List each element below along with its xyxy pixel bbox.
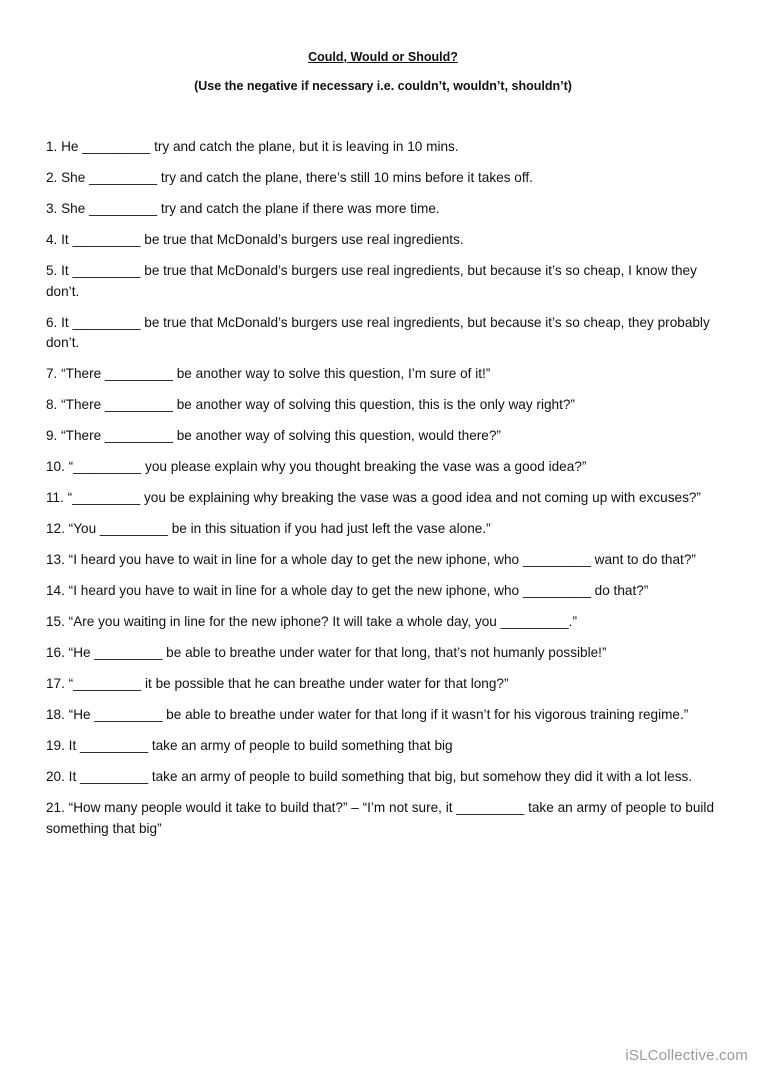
question-list	[46, 137, 718, 850]
worksheet-title: Could, Would or Should?	[308, 50, 458, 64]
question-19: 19. It _________ take an army of people to build something that big	[46, 738, 453, 753]
question-11: 11. “_________ you be explaining why breaking the vase was a good idea and not coming up with excuses?”	[46, 490, 701, 505]
question-4: 4. It _________ be true that McDonald’s burgers use real ingredients.	[46, 232, 464, 247]
question-18: 18. “He _________ be able to breathe under water for that long if it wasn’t for his vigorous training regime.”	[46, 707, 689, 722]
question-16: 16. “He _________ be able to breathe under water for that long, that’s not humanly possible!”	[46, 645, 607, 660]
question-21: 21. “How many people would it take to build that?” – “I’m not sure, it _________ take an army of people to build something that big”	[46, 800, 714, 836]
question-5: 5. It _________ be true that McDonald’s burgers use real ingredients, but because it’s so cheap, I know they don’t.	[46, 263, 697, 299]
question-7: 7. “There _________ be another way to solve this question, I’m sure of it!”	[46, 366, 491, 381]
question-6: 6. It _________ be true that McDonald’s burgers use real ingredients, but because it’s so cheap, they probably don’t.	[46, 314, 710, 350]
question-10: 10. “_________ you please explain why you thought breaking the vase was a good idea?”	[46, 459, 587, 474]
question-3: 3. She _________ try and catch the plane if there was more time.	[46, 201, 440, 216]
question-17: 17. “_________ it be possible that he can breathe under water for that long?”	[46, 676, 509, 691]
question-13: 13. “I heard you have to wait in line for a whole day to get the new iphone, who _________ want to do that?”	[46, 552, 696, 567]
question-2: 2. She _________ try and catch the plane, there’s still 10 mins before it takes off.	[46, 170, 533, 185]
question-20: 20. It _________ take an army of people to build something that big, but somehow they did it with a lot less.	[46, 769, 693, 784]
question-14: 14. “I heard you have to wait in line for a whole day to get the new iphone, who _________ do that?”	[46, 583, 649, 598]
question-15: 15. “Are you waiting in line for the new iphone? It will take a whole day, you _________.”	[46, 614, 577, 629]
question-8: 8. “There _________ be another way of solving this question, this is the only way right?”	[46, 397, 575, 412]
worksheet-instructions: (Use the negative if necessary i.e. couldn’t, wouldn’t, shouldn’t)	[194, 79, 572, 93]
question-9: 9. “There _________ be another way of solving this question, would there?”	[46, 428, 501, 443]
question-12: 12. “You _________ be in this situation if you had just left the vase alone.”	[46, 521, 491, 536]
question-1: 1. He _________ try and catch the plane, but it is leaving in 10 mins.	[46, 139, 459, 154]
site-watermark: iSLCollective.com	[625, 1047, 748, 1064]
